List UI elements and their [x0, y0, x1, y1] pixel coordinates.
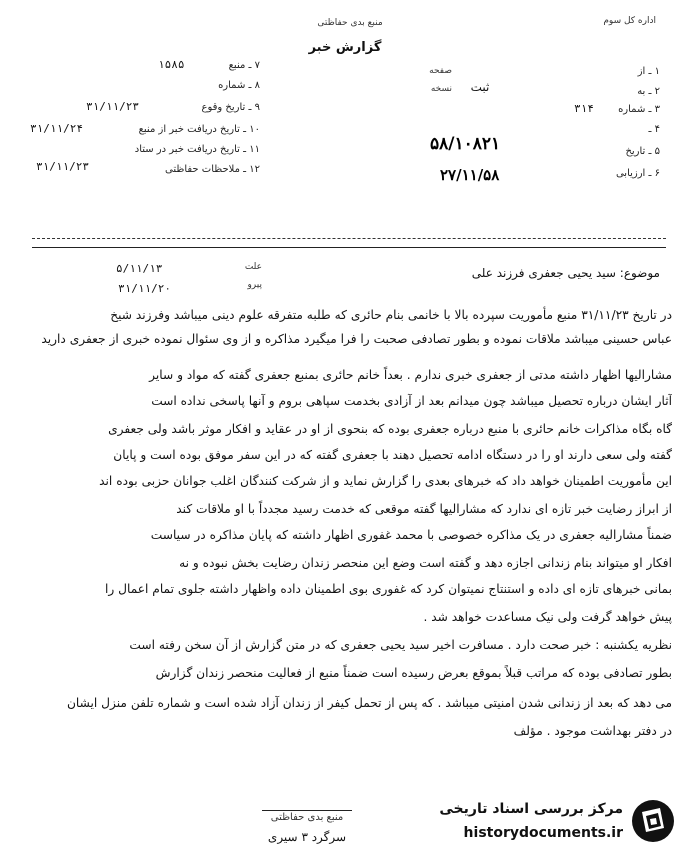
- right-field-value: ۳۱۴: [574, 102, 594, 115]
- left-field-value: ۳۱/۱۱/۲۳: [86, 100, 139, 113]
- body-line: بمانی خبرهای تازه ای داده و استنتاج نمیتوان کرد که غفوری بوی اطمینان داده واظهار داشته جلوی تمام اعمال را: [105, 582, 672, 596]
- subject-date-1: ۵/۱۱/۱۳: [116, 262, 163, 275]
- right-field-row: [560, 146, 660, 157]
- left-field-row: [40, 144, 260, 155]
- right-field-row: [560, 66, 660, 77]
- left-field-label: ۸ ـ شماره: [218, 80, 260, 91]
- right-field-label: ۴ ـ: [648, 124, 660, 135]
- body-line: پیش خواهد گرفت ولی نیک مساعدت خواهد شد .: [423, 610, 672, 624]
- subject-text: موضوع: سید یحیی جعفری فرزند علی: [471, 266, 660, 280]
- body-line: مشارالیها اظهار داشته مدتی از جعفری خبری ندارم . بعداً خانم حائری بمنبع جعفری گفته که مواد و سایر: [149, 368, 672, 382]
- right-field-row: [560, 168, 660, 179]
- watermark-title: مرکز بررسی اسناد تاریخی: [439, 801, 623, 817]
- right-field-label: ۱ ـ از: [637, 66, 660, 77]
- right-field-row: [560, 124, 660, 135]
- page-label: صفحه: [429, 66, 452, 76]
- copy-label: نسخه: [430, 84, 452, 94]
- signature-rule: [262, 810, 352, 811]
- watermark-url: historydocuments.ir: [463, 825, 623, 841]
- body-line: این مأموریت اطمینان خواهد داد که خبرهای بعدی را گزارش نماید و از شرکت کنندگان اغلب جوانان حزبی بوده اند: [99, 474, 672, 488]
- subject-date-2: ۳۱/۱۱/۲۰: [118, 282, 171, 295]
- archive-logo-icon: [630, 798, 676, 844]
- handwritten-date: ۲۷/۱۱/۵۸: [440, 166, 500, 184]
- left-field-label: ۱۱ ـ تاریخ دریافت خبر در ستاد: [134, 144, 260, 155]
- handwritten-ref-number: ۵۸/۱۰۸۲۱: [430, 134, 501, 154]
- left-field-row: [40, 80, 260, 91]
- body-line: افکار او میتواند بنام زندانی اجازه دهد و گفته است وضع این منحصر زندان رضایت بخش نبوده و نه: [179, 556, 672, 570]
- left-field-value: ۳۱/۱۱/۲۴: [30, 122, 83, 135]
- right-field-label: ۲ ـ به: [637, 86, 660, 97]
- signature-name: سرگرد ۳ سیری: [267, 830, 347, 844]
- body-line: ضمناً مشارالیه جعفری در یک مذاکره خصوصی با محمد غفوری اظهار داشته که پایان مذاکره در سیاست: [150, 528, 672, 542]
- header-rule: [32, 247, 666, 248]
- reference-label: پیرو: [247, 280, 262, 290]
- left-field-row: [40, 102, 260, 113]
- left-field-label: ۱۰ ـ تاریخ دریافت خبر از منبع: [138, 124, 260, 135]
- body-line: می دهد که بعد از زندانی شدن امنیتی میباشد . که پس از تحمل کیفر از زندان آزاد شده است و شماره تلفن منزل ایشان: [66, 696, 672, 710]
- right-field-label: ۳ ـ شماره: [618, 104, 660, 115]
- left-field-label: ۱۲ ـ ملاحظات حفاظتی: [165, 164, 260, 175]
- body-line: از ابراز رضایت خبر تازه ای ندارد که مشارالیها گفته موقعی که خدمت رسید مجدداً با او ملاقات کند: [176, 502, 672, 516]
- signature-unit: منبع بدی حفاظتی: [270, 812, 344, 823]
- body-line: گاه بگاه مذاکرات خانم حائری با منبع درباره جعفری بوده که بنحوی از او در عقاید و افکار موثر باشد ولی جعفری: [108, 422, 672, 436]
- left-field-value: ۳۱/۱۱/۲۳: [36, 160, 89, 173]
- form-title: گزارش خبر: [308, 40, 382, 55]
- source-unit-label: منبع بدی حفاظتی: [317, 18, 383, 28]
- right-field-row: [560, 86, 660, 97]
- right-field-label: ۶ ـ ارزیابی: [615, 168, 660, 179]
- body-line: بطور تصادفی بوده که مراتب قبلاً بموقع بعرض رسیده است ضمناً منبع از فعالیت منحصر زندان گزارش: [155, 666, 672, 680]
- body-line: در دفتر بهداشت موجود . مؤلف: [513, 724, 672, 738]
- left-field-label: ۷ ـ منبع: [228, 60, 260, 71]
- header-divider: [32, 238, 666, 239]
- right-field-label: ۵ ـ تاریخ: [625, 146, 660, 157]
- org-top-label: اداره کل سوم: [603, 16, 656, 26]
- copy-value: ثبت: [470, 80, 490, 94]
- body-line: آثار ایشان درباره تحصیل میباشد چون میدانم بعد از آزادی بخدمت سپاهی بروم و آنها پاسخی نداده است: [151, 394, 672, 408]
- left-field-row: [40, 60, 260, 71]
- body-line: گفته ولی سعی دارند او را در دستگاه ادامه تحصیل دهند با جعفری گفته که در این سفر موفق بوده است و پایان: [113, 448, 672, 462]
- body-line: عباس حسینی میباشد ملاقات نموده و بطور تصادفی صحبت را فرا میگیرد مذاکره و از وی سئوال نموده خبری از جعفری دارید: [41, 332, 672, 346]
- body-line: در تاریخ ۳۱/۱۱/۲۳ منبع مأموریت سپرده بالا با خانمی بنام حائری که طلبه متفرقه علوم دینی میباشد وفرزند شیخ: [110, 308, 672, 322]
- body-line: نظریه یکشنبه : خبر صحت دارد . مسافرت اخیر سید یحیی جعفری که در متن گزارش از آن سخن رفته است: [129, 638, 672, 652]
- left-field-value: ۱۵۸۵: [158, 58, 185, 71]
- subject-label: علت: [244, 262, 262, 272]
- left-field-label: ۹ ـ تاریخ وقوع: [201, 102, 260, 113]
